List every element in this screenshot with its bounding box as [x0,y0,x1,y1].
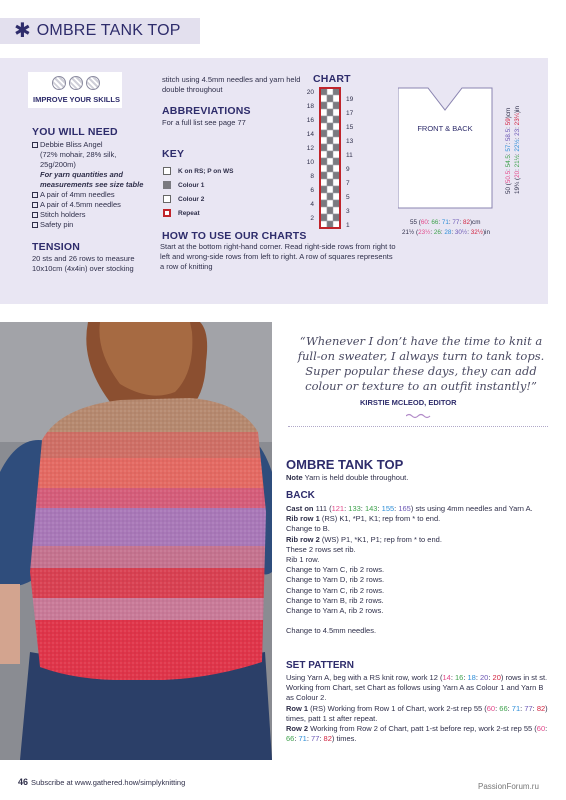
instruction-line: These 2 rows set rib. [286,544,356,554]
rib-row-1: Rib row 1 (RS) K1, *P1, K1; rep from * to end. [286,514,441,524]
repeat-swatch-icon [163,209,171,217]
chart-cell [320,144,327,151]
cast-on-line: Cast on 111 (121: 133: 143: 155: 165) sts using 4mm needles and Yarn A. [286,504,533,513]
yarn-spec: (72% mohair, 28% silk, 25g/200m) [40,150,117,169]
chart-cell [333,151,340,158]
editor-quote: “Whenever I don’t have the time to knit a full-on sweater, I always turn to tank tops. Super popular these days, they can add colour or texture to an outfit instantly!” [297,334,545,393]
colour1-swatch-icon [163,181,171,189]
chart-row-label: 6 [310,187,314,194]
key-heading: KEY [162,148,185,160]
chart-row-label: 15 [346,124,354,131]
yarn-ball-icon [52,76,66,90]
section-header [0,18,200,44]
chart-cell [320,116,327,123]
chart-heading: CHART [313,73,351,85]
chart-row-label: 4 [310,201,314,208]
chart-cell [333,102,340,109]
chart-row-label: 2 [310,215,314,222]
yarn-note: For yarn quantities and measurements see size table [40,170,144,189]
asterisk-icon: ✱ [14,20,31,42]
back-heading: BACK [286,490,315,501]
key-item: Colour 1 [163,178,234,192]
checkbox-icon [32,202,38,208]
schematic-label: FRONT & BACK [417,124,473,133]
subscribe-text: Subscribe at www.gathered.how/simplyknitting [31,778,186,787]
chart-row-label: 12 [306,145,314,152]
chart-cell [320,158,327,165]
tank-outline [398,88,492,208]
rib-row-2: Rib row 2 (WS) P1, *K1, P1; rep from * to end. [286,534,442,544]
instruction-line: Rib 1 row. [286,555,320,565]
checkbox-icon [32,212,38,218]
height-in: 19¾ (20: 21½: 22½: 23: 23¼)in [514,106,521,194]
chart-cell [320,207,327,214]
checkbox-icon [32,142,38,148]
instruction-line: Change to Yarn D, rib 2 rows. [286,575,385,585]
chart-row-label: 10 [306,159,314,166]
chart-cell [333,165,340,172]
pattern-note: Note Yarn is held double throughout. [286,473,409,482]
materials-list [32,140,154,230]
chart-cell [333,172,340,179]
key-item: Colour 2 [163,192,234,206]
yarn-ball-icon [69,76,83,90]
knit-swatch-icon [163,167,171,175]
chart-row-label: 13 [346,138,354,145]
chart-cell [333,144,340,151]
width-in: 21½ (23½: 26: 28: 30½: 32½)in [402,229,490,236]
chart-row-label: 20 [306,89,314,96]
key-item: K on RS; P on WS [163,164,234,178]
chart-row-label: 1 [346,222,350,229]
checkbox-icon [32,192,38,198]
instruction-line: Change to Yarn A, rib 2 rows. [286,606,384,616]
chart-cell [320,151,327,158]
you-will-need-heading: YOU WILL NEED [32,126,118,138]
model-photo [0,322,272,760]
chart-cell [333,179,340,186]
chart-cell [333,130,340,137]
chart-cell [333,137,340,144]
chart-cell [333,116,340,123]
set-paragraph-2: Working from Chart, set Chart as follows using Yarn A as Colour 1 and Yarn B as Colour 2. [286,683,544,703]
colourwork-chart [302,86,362,236]
chart-cell [320,179,327,186]
skill-level-indicator [52,76,100,90]
chart-row-label: 17 [346,110,354,117]
abbreviations-heading: ABBREVIATIONS [162,105,251,117]
chart-cell [333,186,340,193]
chart-cell [333,95,340,102]
chart-row-label: 11 [346,152,353,159]
chart-row-label: 5 [346,194,350,201]
chart-cell [333,123,340,130]
pattern-title: OMBRE TANK TOP [286,457,404,472]
chart-row-label: 16 [306,117,314,124]
chart-row-label: 7 [346,180,350,187]
chart-cell [320,123,327,130]
page-number: 46 [18,777,29,787]
chart-cell [320,137,327,144]
materials-item: Safety pin [32,220,154,230]
chart-cell [320,88,327,95]
chart-cell [333,214,340,221]
chart-cell [333,88,340,95]
instruction-line: Change to Yarn C, rib 2 rows. [286,585,385,595]
dotted-divider [288,426,548,427]
row-1-instruction: Row 1 (RS) Working from Row 1 of Chart, work 2-st rep 55 (60: 66: 71: 77: 82) times, patt 1 st after repeat. [286,703,548,723]
back-instructions [286,504,548,636]
quote-author: KIRSTIE MCLEOD, EDITOR [360,398,457,407]
chart-cell [320,102,327,109]
height-cm: 50 (50.5: 54.5: 57: 58.5: 59)cm [505,107,512,194]
chart-row-label: 3 [346,208,350,215]
tension-continued: stitch using 4.5mm needles and yarn held double throughout [162,75,301,94]
checkbox-icon [32,222,38,228]
chart-cell [320,221,327,228]
chart-cell [333,221,340,228]
change-line: Change to B. [286,524,330,534]
yarn-ball-icon [86,76,100,90]
materials-item: A pair of 4.5mm needles [32,200,154,210]
chart-row-label: 14 [306,131,314,138]
chart-cell [333,207,340,214]
chart-cell [320,193,327,200]
materials-item: A pair of 4mm needles [32,190,154,200]
chart-cell [320,130,327,137]
tension-text: 20 sts and 26 rows to measure 10x10cm (4x4in) over stocking [32,254,135,273]
instruction-line: Change to Yarn B, rib 2 rows. [286,595,384,605]
chart-cell [333,158,340,165]
chart-cell [333,200,340,207]
materials-item: Debbie Bliss Angel [32,140,154,150]
watermark: PassionForum.ru [478,782,539,791]
materials-item: Stitch holders [32,210,154,220]
chart-cell [320,109,327,116]
instruction-line: Change to Yarn C, rib 2 rows. [286,565,385,575]
key-list [163,164,234,220]
chart-cell [320,165,327,172]
row-2-instruction: Row 2 Working from Row 2 of Chart, patt 1-st before rep, work 2-st rep 55 (60: 66: 71: 77: 82) times. [286,724,548,744]
chart-cell [320,200,327,207]
instruction-line: Change to 4.5mm needles. [286,626,377,636]
skills-label: IMPROVE YOUR SKILLS [33,95,120,104]
width-cm: 55 (60: 66: 71: 77: 82)cm [410,219,481,226]
chart-cell [333,109,340,116]
how-to-heading: HOW TO USE OUR CHARTS [162,230,307,242]
garment-schematic [398,86,548,246]
colour2-swatch-icon [163,195,171,203]
chart-cell [320,214,327,221]
wavy-divider-icon [406,413,432,419]
tension-heading: TENSION [32,241,81,253]
chart-row-label: 18 [306,103,314,110]
chart-cell [320,186,327,193]
chart-row-label: 8 [310,173,314,180]
page-footer [18,777,185,787]
chart-cell [320,95,327,102]
set-pattern-instructions [286,673,548,744]
chart-cell [333,193,340,200]
chart-row-label: 9 [346,166,350,173]
chart-row-label: 19 [346,96,354,103]
key-item: Repeat [163,206,234,220]
set-pattern-heading: SET PATTERN [286,660,354,671]
set-paragraph-1: Using Yarn A, beg with a RS knit row, work 12 (14: 16: 18: 20: 20) rows in st st. [286,673,548,682]
section-title: OMBRE TANK TOP [36,22,181,39]
chart-cell [320,172,327,179]
how-to-text: Start at the bottom right-hand corner. Read right-side rows from right to left and wrong-side rows from left to right. A row of squares represents a row of knitting [160,242,396,271]
abbreviations-text: For a full list see page 77 [162,118,246,127]
